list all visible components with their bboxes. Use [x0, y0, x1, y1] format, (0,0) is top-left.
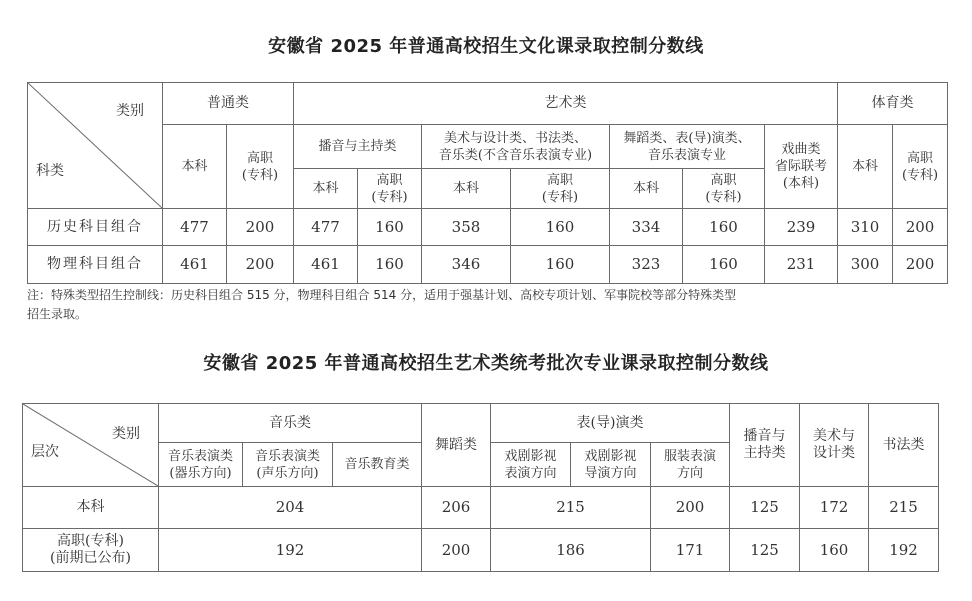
score-cell: 192: [869, 529, 939, 572]
vocational-label: 高职: [710, 172, 737, 188]
score-cell: 200: [227, 209, 294, 246]
sub-label-2: (声乐方向): [256, 465, 319, 481]
corner-subject-label: 科类: [36, 163, 64, 179]
row-label-1: 高职(专科): [57, 533, 124, 549]
score-cell: 200: [651, 487, 730, 529]
acting-header: 表(导)演类: [491, 404, 730, 443]
score-cell: 200: [422, 529, 491, 572]
broadcast-label-1: 播音与: [743, 428, 786, 444]
broadcast-header: 播音与主持类: [294, 125, 422, 169]
table1-title: 安徽省 2025 年普通高校招生文化课录取控制分数线: [268, 36, 704, 57]
opera-label-3: (本科): [782, 176, 820, 191]
score-cell: 171: [651, 529, 730, 572]
broadcast-header: [730, 404, 800, 487]
score-cell: 160: [358, 246, 422, 284]
corner-header: [28, 83, 163, 209]
row-label: 本科: [23, 487, 159, 529]
score-cell: 215: [491, 487, 651, 529]
acting-drama-header: [491, 443, 571, 487]
opera-label-1: 戏曲类: [781, 142, 821, 157]
score-cell: 172: [800, 487, 869, 529]
table2-title: 安徽省 2025 年普通高校招生艺术类统考批次专业课录取控制分数线: [203, 353, 769, 374]
vocational-label: 高职: [907, 150, 934, 166]
broadcast-undergrad-header: 本科: [294, 169, 358, 209]
sub-label-2: 表演方向: [504, 465, 557, 481]
sub-label-2: 方向: [677, 465, 704, 481]
design-label-1: 美术与: [813, 428, 856, 444]
group-sports-header: 体育类: [838, 83, 948, 125]
score-cell: 160: [358, 209, 422, 246]
sub-label-1: 戏剧影视: [504, 448, 557, 464]
opera-header: [765, 125, 838, 209]
score-cell: 477: [294, 209, 358, 246]
score-cell: 125: [730, 529, 800, 572]
score-cell: 461: [163, 246, 227, 284]
score-cell: 200: [893, 209, 948, 246]
table-row: [23, 487, 939, 529]
vocational-sub-label: (专科): [241, 167, 279, 183]
score-cell: 200: [227, 246, 294, 284]
score-cell: 204: [159, 487, 422, 529]
score-cell: 358: [422, 209, 511, 246]
corner-category-label: 类别: [112, 426, 140, 442]
score-cell: 334: [610, 209, 683, 246]
score-cell: 300: [838, 246, 893, 284]
fine-art-label-1: 美术与设计类、书法类、: [443, 130, 587, 146]
score-cell: 239: [765, 209, 838, 246]
score-cell: 477: [163, 209, 227, 246]
dance-undergrad-header: 本科: [610, 169, 683, 209]
sub-label-1: 服装表演: [664, 448, 717, 464]
row-label-2: (前期已公布): [50, 550, 131, 566]
score-cell: 461: [294, 246, 358, 284]
group-art-header: 艺术类: [294, 83, 838, 125]
dance-vocational-header: [683, 169, 765, 209]
sub-label-2: 导演方向: [584, 465, 637, 481]
row-label: [23, 529, 159, 572]
dance-label-2: 音乐表演专业: [647, 147, 726, 163]
corner-header: [23, 404, 159, 487]
dance-header: [610, 125, 765, 169]
culture-score-table: [27, 82, 948, 284]
vocational-label: 高职: [376, 172, 403, 188]
score-cell: 200: [893, 246, 948, 284]
fine-art-undergrad-header: 本科: [422, 169, 511, 209]
group-general-header: 普通类: [163, 83, 294, 125]
design-label-2: 设计类: [813, 445, 856, 461]
music-vocal-header: [243, 443, 333, 487]
calligraphy-header: 书法类: [869, 404, 939, 487]
vocational-label: 高职: [246, 150, 273, 166]
score-cell: 160: [800, 529, 869, 572]
art-exam-score-table: [22, 403, 939, 572]
vocational-sub-label: (专科): [705, 189, 742, 205]
sports-vocational-header: [893, 125, 948, 209]
footnote-line-2: 招生录取。: [27, 307, 88, 321]
score-cell: 160: [511, 209, 610, 246]
broadcast-label-2: 主持类: [743, 445, 786, 461]
score-cell: 186: [491, 529, 651, 572]
score-cell: 323: [610, 246, 683, 284]
directing-drama-header: [571, 443, 651, 487]
score-cell: 160: [683, 209, 765, 246]
score-cell: 160: [683, 246, 765, 284]
score-cell: 160: [511, 246, 610, 284]
sub-label-1: 戏剧影视: [584, 448, 637, 464]
music-header: 音乐类: [159, 404, 422, 443]
footnote-line-1: 注：特殊类型招生控制线：历史科目组合 515 分，物理科目组合 514 分，适用于强基计划、高校专项计划、军事院校等部分特殊类型: [27, 288, 737, 302]
sub-label-2: (器乐方向): [169, 465, 232, 481]
score-cell: 125: [730, 487, 800, 529]
dance-label-1: 舞蹈类、表(导)演类、: [623, 130, 751, 146]
diagonal-line-icon: [28, 83, 162, 208]
broadcast-vocational-header: [358, 169, 422, 209]
vocational-sub-label: (专科): [901, 167, 939, 183]
score-cell: 192: [159, 529, 422, 572]
table-row: [28, 246, 948, 284]
sub-label-1: 音乐表演类: [167, 448, 233, 464]
dance-header: 舞蹈类: [422, 404, 491, 487]
vocational-label: 高职: [546, 172, 573, 188]
fine-art-label-2: 音乐类(不含音乐表演专业): [438, 147, 593, 163]
score-cell: 215: [869, 487, 939, 529]
music-instrumental-header: [159, 443, 243, 487]
fashion-show-header: [651, 443, 730, 487]
row-label: 历史科目组合: [28, 209, 163, 246]
design-header: [800, 404, 869, 487]
fine-art-vocational-header: [511, 169, 610, 209]
sports-undergrad-header: 本科: [838, 125, 893, 209]
vocational-sub-label: (专科): [371, 189, 408, 205]
corner-category-label: 类别: [116, 103, 144, 119]
row-label: 物理科目组合: [28, 246, 163, 284]
score-cell: 206: [422, 487, 491, 529]
score-cell: 231: [765, 246, 838, 284]
score-cell: 346: [422, 246, 511, 284]
opera-label-2: 省际联考: [775, 159, 828, 174]
table-row: [23, 529, 939, 572]
music-education-header: 音乐教育类: [333, 443, 422, 487]
general-vocational-header: [227, 125, 294, 209]
corner-level-label: 层次: [31, 444, 59, 460]
general-undergrad-header: 本科: [163, 125, 227, 209]
fine-art-header: [422, 125, 610, 169]
score-cell: 310: [838, 209, 893, 246]
sub-label-1: 音乐表演类: [254, 448, 320, 464]
table-row: [28, 209, 948, 246]
footnote: [27, 286, 947, 324]
vocational-sub-label: (专科): [541, 189, 579, 205]
